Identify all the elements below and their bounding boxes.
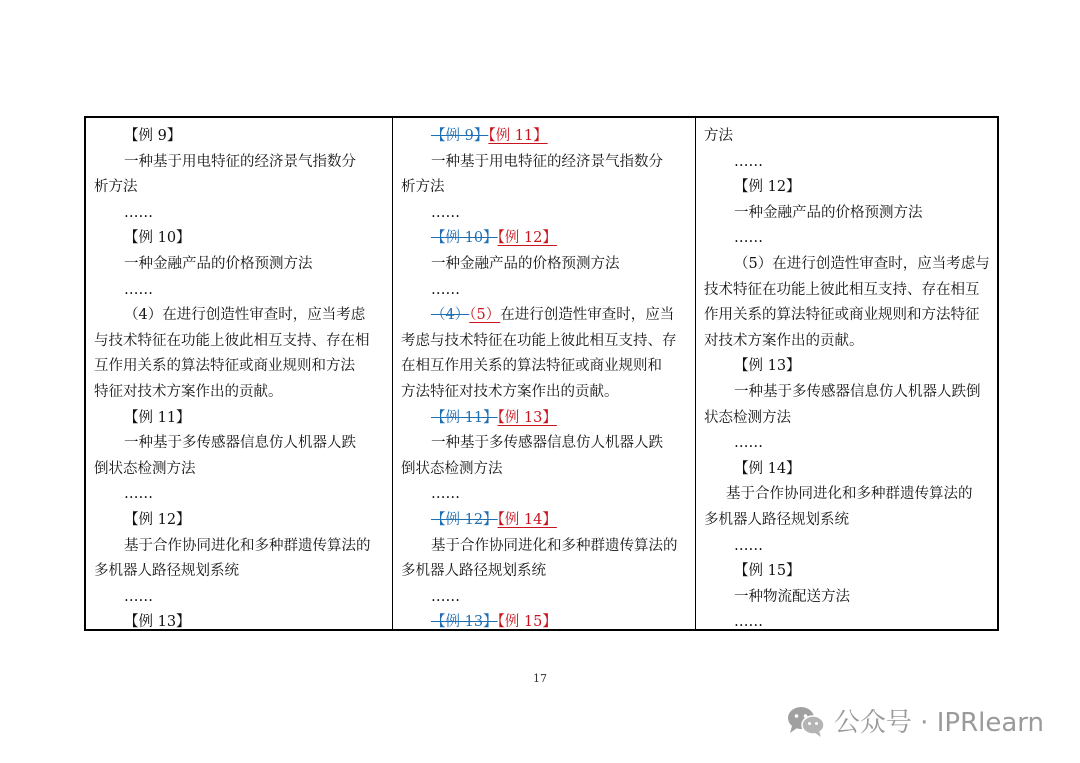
text-line: 方法特征对技术方案作出的贡献。 bbox=[401, 383, 619, 400]
text-line: 【例 12】 bbox=[734, 179, 801, 196]
text-line: 一种金融产品的价格预测方法 bbox=[734, 204, 923, 221]
text-line bbox=[401, 610, 689, 629]
page-number: 17 bbox=[533, 672, 547, 685]
text-line: …… bbox=[734, 230, 763, 247]
text-line: 多机器人路径规划系统 bbox=[94, 563, 239, 580]
comparison-table bbox=[84, 116, 999, 631]
text-line: 一种基于用电特征的经济景气指数分 bbox=[124, 153, 356, 170]
text-line: 【例 13】 bbox=[124, 614, 191, 629]
deleted-example-label: 【例 13】 bbox=[431, 614, 498, 629]
text-line: …… bbox=[124, 204, 153, 221]
text-line: 一种基于用电特征的经济景气指数分 bbox=[431, 153, 663, 170]
column-revised bbox=[696, 118, 997, 629]
text-line bbox=[401, 226, 689, 252]
deleted-example-label: 【例 10】 bbox=[431, 230, 498, 247]
text-line: …… bbox=[734, 614, 763, 629]
text-line: 析方法 bbox=[401, 179, 445, 196]
text-line: 【例 14】 bbox=[734, 460, 801, 477]
text-line: 【例 9】 bbox=[124, 128, 182, 144]
inserted-example-label: 【例 13】 bbox=[497, 409, 557, 426]
text-line: 基于合作协同进化和多种群遗传算法的 bbox=[726, 486, 973, 503]
text-line: 【例 10】 bbox=[124, 230, 191, 247]
deleted-example-label: 【例 11】 bbox=[431, 409, 498, 426]
watermark-text: 公众号 · IPRlearn bbox=[833, 708, 1044, 738]
text-line: 一种基于多传感器信息仿人机器人跌倒 bbox=[734, 383, 981, 400]
text-line: 技术特征在功能上彼此相互支持、存在相互 bbox=[704, 281, 980, 298]
text-line: （4）在进行创造性审查时，应当考虑 bbox=[124, 307, 366, 324]
text-line: 与技术特征在功能上彼此相互支持、存在相 bbox=[94, 332, 370, 349]
text-line: 方法 bbox=[704, 128, 733, 144]
inserted-example-label: 【例 14】 bbox=[497, 511, 557, 528]
text-line: …… bbox=[734, 537, 763, 554]
text-line: 【例 13】 bbox=[734, 358, 801, 375]
inserted-item-number: （5） bbox=[469, 307, 501, 324]
text-line: 【例 15】 bbox=[734, 563, 801, 580]
text-line: …… bbox=[734, 435, 763, 452]
deleted-item-number: （4） bbox=[431, 307, 470, 324]
wechat-icon bbox=[786, 704, 826, 738]
text-line: 一种金融产品的价格预测方法 bbox=[124, 255, 313, 272]
text-line: …… bbox=[431, 204, 460, 221]
watermark bbox=[786, 702, 1044, 739]
text-line: 一种物流配送方法 bbox=[734, 588, 850, 605]
text-line: 基于合作协同进化和多种群遗传算法的 bbox=[431, 537, 678, 554]
deleted-example-label: 【例 9】 bbox=[431, 128, 489, 144]
column-original bbox=[86, 118, 393, 629]
text-line: 基于合作协同进化和多种群遗传算法的 bbox=[124, 537, 371, 554]
text-line: …… bbox=[124, 588, 153, 605]
text-line: 考虑与技术特征在功能上彼此相互支持、存 bbox=[401, 332, 677, 349]
text-line: …… bbox=[431, 281, 460, 298]
line-text: 在进行创造性审查时，应当 bbox=[500, 307, 675, 324]
text-line: …… bbox=[431, 486, 460, 503]
deleted-example-label: 【例 12】 bbox=[431, 511, 498, 528]
text-line: 【例 12】 bbox=[124, 511, 191, 528]
text-line bbox=[401, 406, 689, 432]
text-line: 一种基于多传感器信息仿人机器人跌 bbox=[124, 435, 356, 452]
text-line: …… bbox=[734, 153, 763, 170]
text-line: 多机器人路径规划系统 bbox=[401, 563, 546, 580]
inserted-example-label: 【例 11】 bbox=[488, 128, 548, 144]
inserted-example-label: 【例 12】 bbox=[497, 230, 557, 247]
text-line: …… bbox=[124, 486, 153, 503]
text-line: 状态检测方法 bbox=[704, 409, 791, 426]
inserted-example-label: 【例 15】 bbox=[497, 614, 557, 629]
text-line: 互作用关系的算法特征或商业规则和方法 bbox=[94, 358, 355, 375]
column-tracked-changes bbox=[393, 118, 696, 629]
text-line: 【例 11】 bbox=[124, 409, 191, 426]
text-line: …… bbox=[124, 281, 153, 298]
text-line: 一种金融产品的价格预测方法 bbox=[431, 255, 620, 272]
text-line: 作用关系的算法特征或商业规则和方法特征 bbox=[704, 307, 980, 324]
text-line bbox=[401, 303, 689, 329]
text-line: 特征对技术方案作出的贡献。 bbox=[94, 383, 283, 400]
text-line: 对技术方案作出的贡献。 bbox=[704, 332, 864, 349]
text-line: 析方法 bbox=[94, 179, 138, 196]
text-line: 在相互作用关系的算法特征或商业规则和 bbox=[401, 358, 662, 375]
text-line: （5）在进行创造性审查时，应当考虑与 bbox=[734, 255, 990, 272]
text-line: 多机器人路径规划系统 bbox=[704, 511, 849, 528]
text-line bbox=[401, 124, 689, 150]
text-line: 倒状态检测方法 bbox=[401, 460, 503, 477]
text-line bbox=[401, 508, 689, 534]
text-line: 倒状态检测方法 bbox=[94, 460, 196, 477]
text-line: …… bbox=[431, 588, 460, 605]
text-line: 一种基于多传感器信息仿人机器人跌 bbox=[431, 435, 663, 452]
